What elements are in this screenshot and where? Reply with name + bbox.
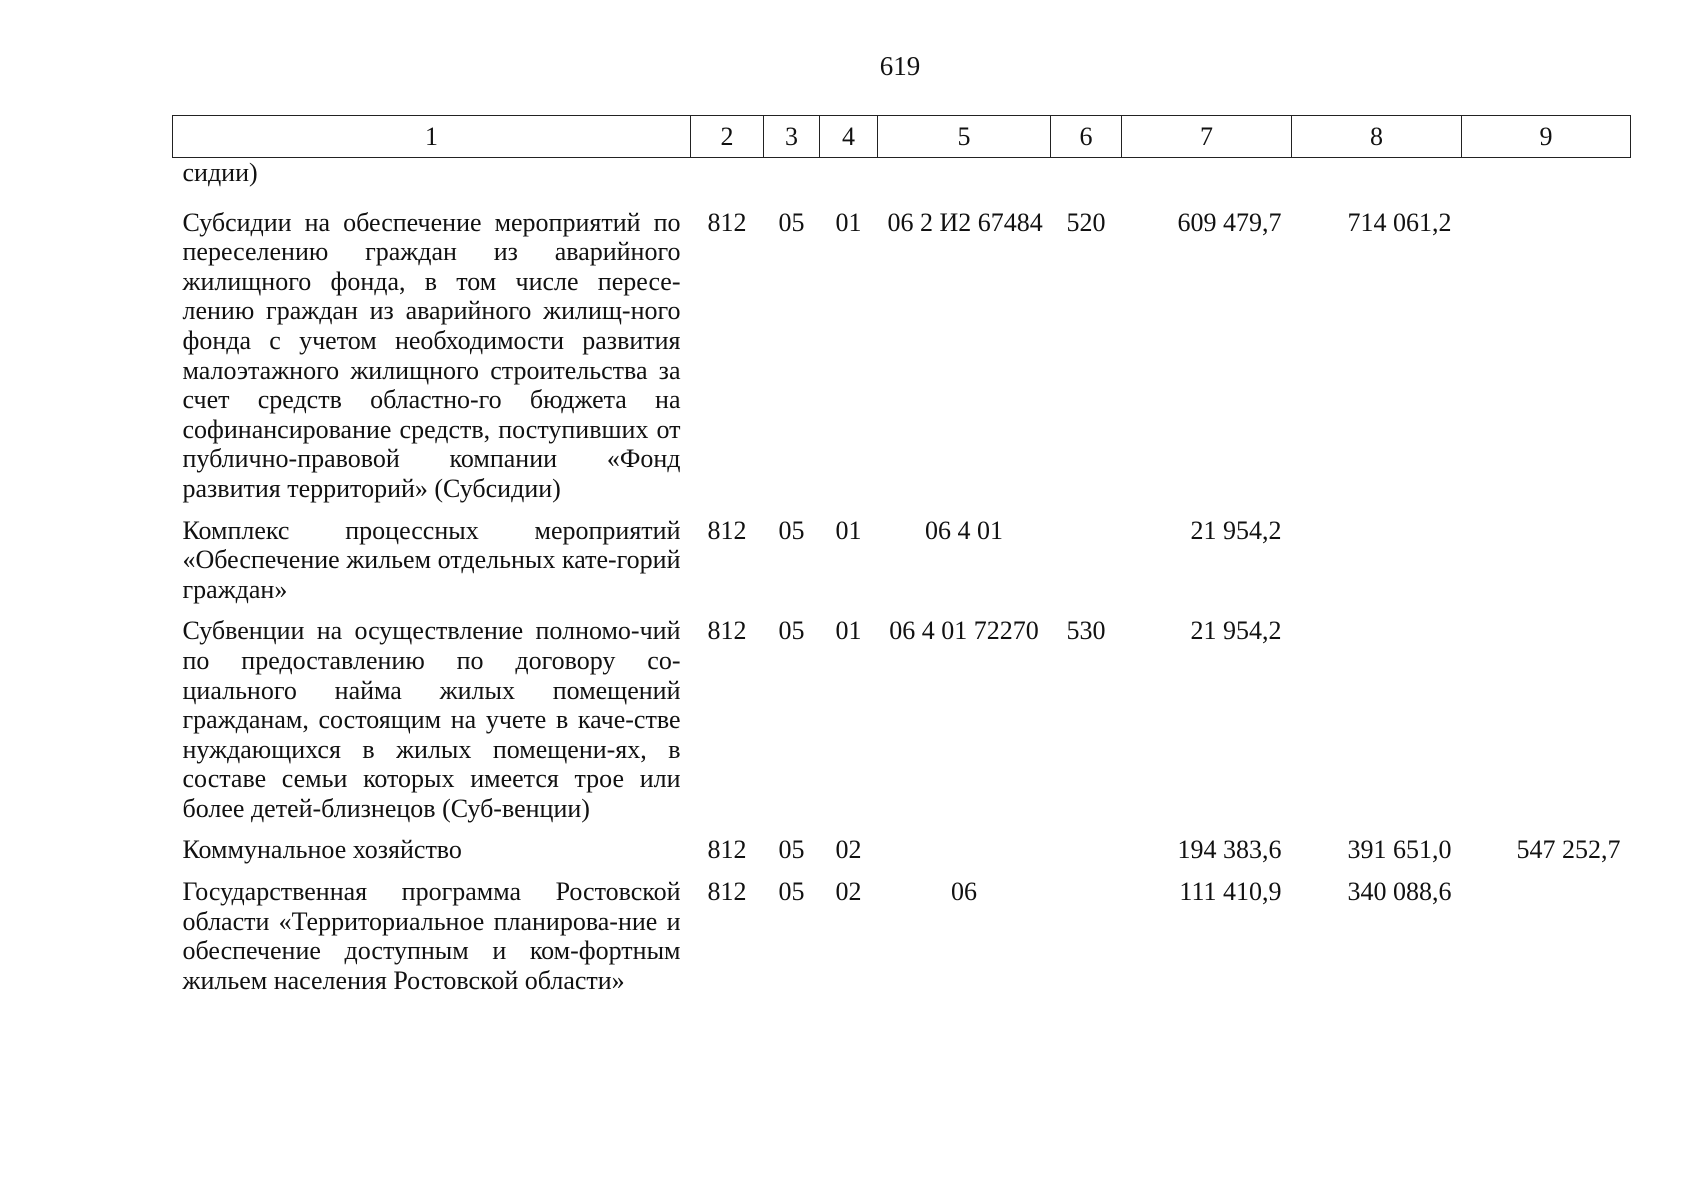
col7-value: 609 479,7	[1177, 207, 1282, 237]
column-header-1: 1	[173, 116, 691, 158]
column-header-8: 8	[1292, 116, 1462, 158]
col3-value: 05	[778, 835, 805, 865]
col9-value	[1462, 208, 1631, 516]
col7-value: 21 954,2	[1190, 515, 1282, 545]
col4-value: 01	[835, 515, 862, 545]
col2-value: 812	[707, 515, 747, 545]
col4-value: 01	[835, 207, 862, 237]
col7-value: 111 410,9	[1179, 877, 1282, 907]
column-header-2: 2	[691, 116, 764, 158]
table-row	[173, 835, 1631, 877]
col6-value: 530	[1066, 616, 1106, 646]
col4-value	[820, 158, 878, 208]
col8-value: 714 061,2	[1347, 207, 1452, 237]
col2-value: 812	[707, 616, 747, 646]
row-name: Субвенции на осуществление полномо-чий по предоставлению по договору со-циального найма жилых помещений гражданам, состоящим на учете в каче-стве нуждающихся в жилых помещени-ях, в составе семьи которых имеется трое или более детей-близнецов (Суб-венции)	[182, 616, 681, 823]
row-name: Коммунальное хозяйство	[182, 835, 462, 865]
col3-value: 05	[778, 207, 805, 237]
table-row	[173, 877, 1631, 1007]
col5-value: 06 2 И2 67484	[887, 207, 1043, 237]
column-header-3: 3	[764, 116, 820, 158]
row-name: сидии)	[182, 158, 258, 187]
col3-value	[764, 158, 820, 208]
col4-value: 01	[835, 616, 862, 646]
budget-table	[172, 115, 1631, 1007]
row-name: Государственная программа Ростовской области «Территориальное планирова-ние и обеспечение доступным и ком-фортным жильем населения Ростовской области»	[182, 877, 681, 995]
table-row	[173, 616, 1631, 835]
column-header-6: 6	[1051, 116, 1122, 158]
column-header-7: 7	[1122, 116, 1292, 158]
column-header-5: 5	[878, 116, 1051, 158]
col3-value: 05	[778, 616, 805, 646]
col4-value: 02	[835, 877, 862, 907]
col6-value	[1051, 516, 1122, 617]
table-row	[173, 158, 1631, 208]
col2-value: 812	[707, 207, 747, 237]
col7-value	[1122, 158, 1292, 208]
col2-value: 812	[707, 877, 747, 907]
col5-value	[878, 835, 1051, 877]
table-row	[173, 208, 1631, 516]
col7-value: 21 954,2	[1190, 616, 1282, 646]
col5-value: 06	[951, 877, 977, 907]
col9-value	[1462, 516, 1631, 617]
col3-value: 05	[778, 515, 805, 545]
col6-value	[1051, 877, 1122, 1007]
col7-value: 194 383,6	[1177, 835, 1282, 865]
col4-value: 02	[835, 835, 862, 865]
col9-value: 547 252,7	[1516, 835, 1621, 865]
col8-value	[1292, 616, 1462, 835]
col9-value	[1462, 616, 1631, 835]
col9-value	[1462, 877, 1631, 1007]
col2-value: 812	[707, 835, 747, 865]
col8-value: 391 651,0	[1347, 835, 1452, 865]
col2-value	[691, 158, 764, 208]
row-name: Субсидии на обеспечение мероприятий по переселению граждан из аварийного жилищного фонда, в том числе пересе-лению граждан из аварийного жилищ-ного фонда с учетом необходимости развития малоэтажного жилищного строительства за счет средств областно-го бюджета на софинансирование средств, поступивших от публично-правовой компании «Фонд развития территорий» (Субсидии)	[182, 207, 681, 503]
row-name: Комплекс процессных мероприятий «Обеспечение жильем отдельных кате-горий граждан»	[182, 515, 681, 604]
col5-value	[878, 158, 1051, 208]
col5-value: 06 4 01	[925, 515, 1003, 545]
column-header-4: 4	[820, 116, 878, 158]
column-header-9: 9	[1462, 116, 1631, 158]
col6-value: 520	[1066, 207, 1106, 237]
table-row	[173, 516, 1631, 617]
col9-value	[1462, 158, 1631, 208]
col5-value: 06 4 01 72270	[889, 616, 1039, 646]
col6-value	[1051, 835, 1122, 877]
col8-value: 340 088,6	[1347, 877, 1452, 907]
page-number: 619	[879, 51, 921, 81]
col8-value	[1292, 516, 1462, 617]
table-header-row	[173, 116, 1631, 158]
col6-value	[1051, 158, 1122, 208]
col8-value	[1292, 158, 1462, 208]
col3-value: 05	[778, 877, 805, 907]
